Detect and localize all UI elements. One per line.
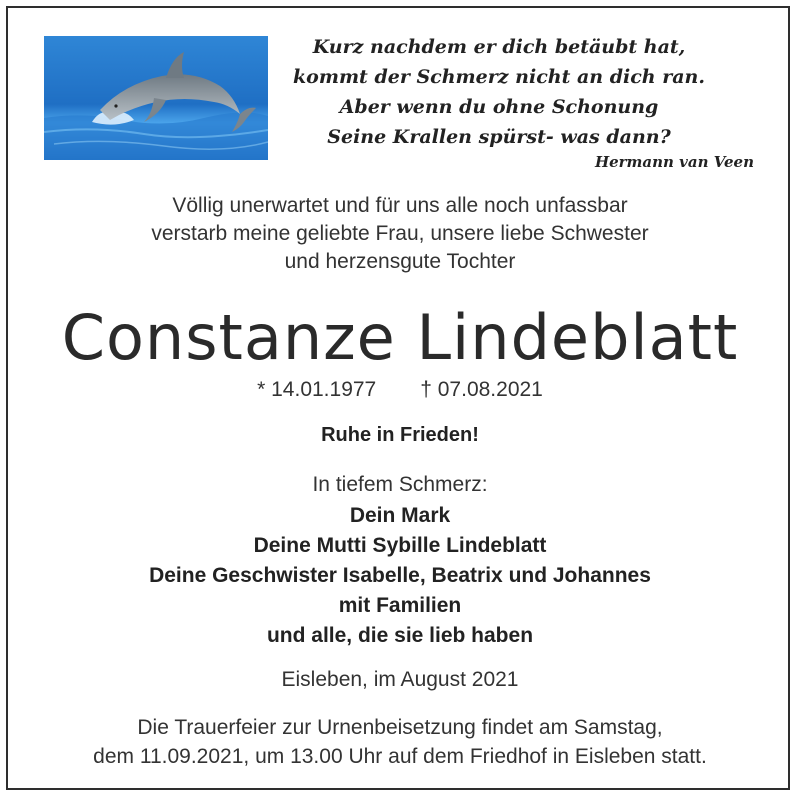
intro-line: und herzensgute Tochter	[284, 250, 516, 273]
intro-line: Völlig unerwartet und für uns alle noch unfassbar	[172, 194, 628, 217]
place-date: Eisleben, im August 2021	[281, 668, 519, 691]
poem-line: Aber wenn du ohne Schonung	[339, 96, 659, 118]
mourner-line: Deine Mutti Sybille Lindeblatt	[253, 534, 547, 557]
poem-author: Hermann van Veen	[594, 153, 754, 171]
birth-date: * 14.01.1977	[257, 378, 377, 401]
poem-line: kommt der Schmerz nicht an dich ran.	[293, 66, 705, 88]
dolphin-photo	[44, 36, 268, 160]
intro-text	[0, 192, 800, 276]
mourner-line: und alle, die sie lieb haben	[266, 624, 534, 647]
ceremony-info	[0, 713, 800, 771]
life-dates	[0, 378, 800, 402]
death-date: † 07.08.2021	[420, 378, 543, 401]
poem-line: Seine Krallen spürst- was dann?	[327, 126, 671, 148]
mourning-label: In tiefem Schmerz:	[312, 473, 488, 496]
dolphin-icon	[44, 36, 268, 160]
intro-line: verstarb meine geliebte Frau, unsere liebe Schwester	[151, 222, 649, 245]
poem	[288, 32, 710, 152]
mourner-line: Dein Mark	[349, 504, 451, 527]
mourner-line: Deine Geschwister Isabelle, Beatrix und Johannes	[149, 564, 651, 587]
poem-line: Kurz nachdem er dich betäubt hat,	[312, 36, 686, 58]
rest-in-peace: Ruhe in Frieden!	[321, 424, 479, 446]
mourner-line: mit Familien	[338, 594, 462, 617]
mourners-list	[0, 501, 800, 651]
deceased-name: Constanze Lindeblatt	[61, 301, 739, 374]
ceremony-line: dem 11.09.2021, um 13.00 Uhr auf dem Friedhof in Eisleben statt.	[93, 745, 707, 768]
ceremony-line: Die Trauerfeier zur Urnenbeisetzung findet am Samstag,	[137, 716, 663, 739]
